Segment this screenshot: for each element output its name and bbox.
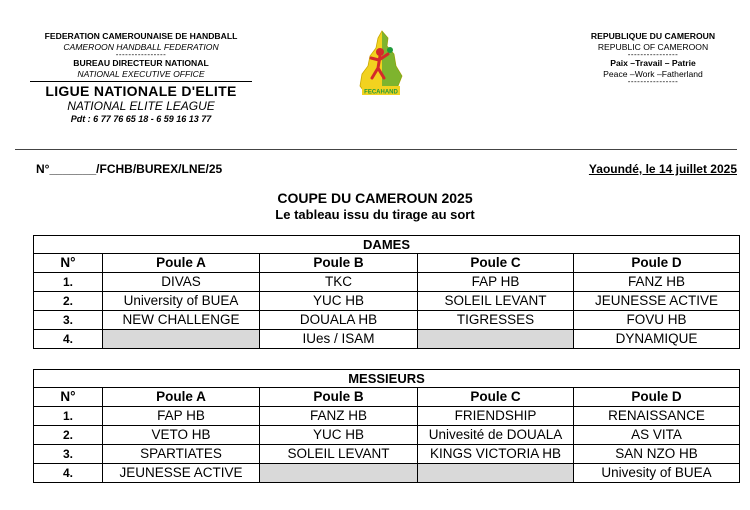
- team-cell: JEUNESSE ACTIVE: [103, 464, 260, 483]
- team-cell: SAN NZO HB: [574, 445, 740, 464]
- league-name-en: NATIONAL ELITE LEAGUE: [67, 99, 215, 113]
- row-number: 3.: [34, 445, 103, 464]
- table-caption: DAMES: [34, 236, 740, 254]
- team-cell: University of BUEA: [103, 292, 260, 311]
- logo-text: FECAHAND: [364, 89, 398, 96]
- reference-number: N°_______/FCHB/BUREX/LNE/25: [36, 162, 223, 176]
- table-row: [34, 407, 740, 426]
- team-cell: TIGRESSES: [418, 311, 574, 330]
- separator: ----------------: [627, 77, 679, 86]
- team-cell: DYNAMIQUE: [574, 330, 740, 349]
- column-header: Poule A: [103, 254, 260, 273]
- fecahand-logo: [352, 28, 410, 98]
- header-divider: [15, 149, 737, 150]
- team-cell: DOUALA HB: [260, 311, 418, 330]
- team-cell: FOVU HB: [574, 311, 740, 330]
- row-number: 2.: [34, 292, 103, 311]
- table-row: [34, 464, 740, 483]
- federation-name-en: CAMEROON HANDBALL FEDERATION: [63, 41, 219, 52]
- bureau-name-fr: BUREAU DIRECTEUR NATIONAL: [73, 58, 209, 68]
- team-cell: Univesité de DOUALA: [418, 426, 574, 445]
- row-number: 3.: [34, 311, 103, 330]
- bureau-name-en: NATIONAL EXECUTIVE OFFICE: [77, 68, 205, 79]
- team-cell: SOLEIL LEVANT: [418, 292, 574, 311]
- table-caption: MESSIEURS: [34, 370, 740, 388]
- team-cell: JEUNESSE ACTIVE: [574, 292, 740, 311]
- team-cell: YUC HB: [260, 292, 418, 311]
- team-cell: FRIENDSHIP: [418, 407, 574, 426]
- team-cell: AS VITA: [574, 426, 740, 445]
- republic-name-en: REPUBLIC OF CAMEROON: [597, 41, 709, 52]
- team-cell: FAP HB: [418, 273, 574, 292]
- row-number: 1.: [34, 407, 103, 426]
- column-header: N°: [34, 254, 103, 273]
- team-cell: FANZ HB: [574, 273, 740, 292]
- team-cell: KINGS VICTORIA HB: [418, 445, 574, 464]
- empty-cell: [418, 330, 574, 349]
- team-cell: SPARTIATES: [103, 445, 260, 464]
- table-header-row: [34, 388, 740, 407]
- table-row: [34, 311, 740, 330]
- team-cell: NEW CHALLENGE: [103, 311, 260, 330]
- table-row: [34, 445, 740, 464]
- messieurs-table: [33, 369, 740, 483]
- empty-cell: [260, 464, 418, 483]
- table-header-row: [34, 254, 740, 273]
- dames-table: [33, 235, 740, 349]
- header-left: [30, 31, 252, 125]
- team-cell: VETO HB: [103, 426, 260, 445]
- separator: ----------------: [115, 50, 167, 59]
- table-row: [34, 330, 740, 349]
- column-header: Poule B: [260, 254, 418, 273]
- column-header: Poule D: [574, 388, 740, 407]
- empty-cell: [103, 330, 260, 349]
- column-header: N°: [34, 388, 103, 407]
- republic-name-fr: REPUBLIQUE DU CAMEROUN: [590, 31, 716, 41]
- team-cell: Univesity of BUEA: [574, 464, 740, 483]
- column-header: Poule B: [260, 388, 418, 407]
- column-header: Poule C: [418, 388, 574, 407]
- column-header: Poule A: [103, 388, 260, 407]
- document-subtitle: Le tableau issu du tirage au sort: [275, 207, 475, 222]
- team-cell: FAP HB: [103, 407, 260, 426]
- column-header: Poule C: [418, 254, 574, 273]
- table-row: [34, 426, 740, 445]
- document-title: COUPE DU CAMEROUN 2025: [277, 190, 473, 206]
- row-number: 4.: [34, 464, 103, 483]
- team-cell: RENAISSANCE: [574, 407, 740, 426]
- row-number: 1.: [34, 273, 103, 292]
- separator: ----------------: [627, 50, 679, 59]
- row-number: 2.: [34, 426, 103, 445]
- header-right: [568, 31, 738, 85]
- team-cell: SOLEIL LEVANT: [260, 445, 418, 464]
- row-number: 4.: [34, 330, 103, 349]
- president-phone: Pdt : 6 77 76 65 18 - 6 59 16 13 77: [70, 114, 212, 124]
- empty-cell: [418, 464, 574, 483]
- team-cell: DIVAS: [103, 273, 260, 292]
- motto-fr: Paix –Travail – Patrie: [610, 58, 696, 68]
- table-row: [34, 292, 740, 311]
- federation-name-fr: FEDERATION CAMEROUNAISE DE HANDBALL: [44, 31, 238, 41]
- league-name-fr: LIGUE NATIONALE D'ELITE: [30, 81, 252, 99]
- team-cell: TKC: [260, 273, 418, 292]
- document-date: Yaoundé, le 14 juillet 2025: [588, 162, 737, 176]
- column-header: Poule D: [574, 254, 740, 273]
- team-cell: IUes / ISAM: [260, 330, 418, 349]
- table-row: [34, 273, 740, 292]
- team-cell: FANZ HB: [260, 407, 418, 426]
- team-cell: YUC HB: [260, 426, 418, 445]
- motto-en: Peace –Work –Fatherland: [603, 68, 703, 79]
